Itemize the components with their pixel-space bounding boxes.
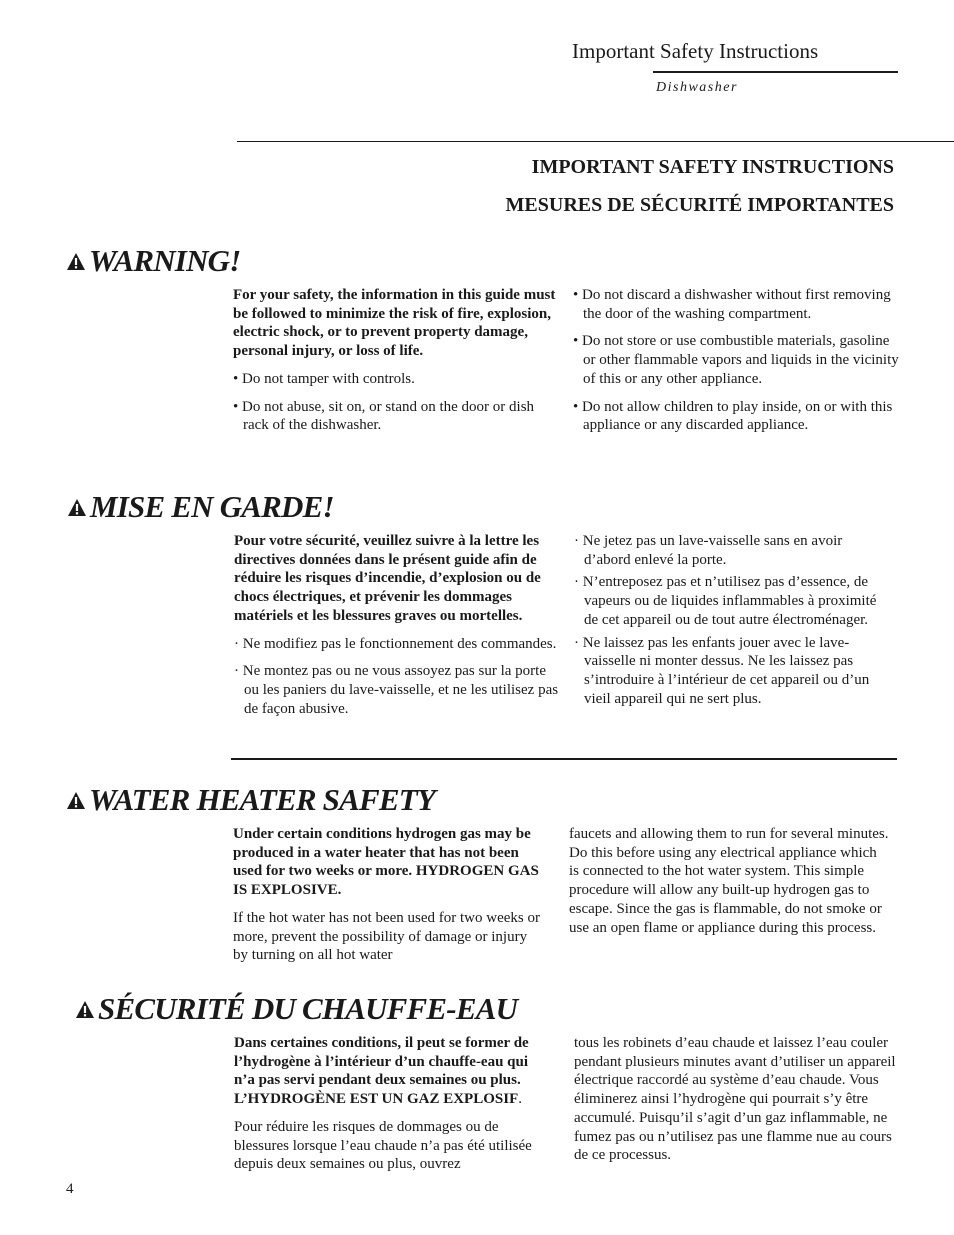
warning-triangle-icon [66,791,86,810]
warning-bullet: • Do not abuse, sit on, or stand on the door or dish rack of the dishwasher. [233,398,535,434]
section-divider [231,758,897,760]
warning-bullet: • Do not discard a dishwasher without first removing the door of the washing compartment. [573,287,891,322]
main-title-fr: MESURES DE SÉCURITÉ IMPORTANTES [505,194,894,216]
warning-intro: For your safety, the information in this guide must be followed to minimize the risk of fire, explosion, electric shock, or to prevent property damage, personal injury, or loss of life. [233,287,556,360]
warning-heading-text: WARNING! [89,243,241,278]
chauffe-eau-right-column [574,1034,896,1174]
chauffe-eau-heading-text: SÉCURITÉ DU CHAUFFE-EAU [98,991,518,1026]
chauffe-eau-body-left: Pour réduire les risques de dommages ou de blessures lorsque l’eau chaude n’a pas été utilisée depuis deux semaines ou plus, ouvrez [234,1118,532,1173]
header-subtitle: Dishwasher [656,80,738,95]
main-title-en: IMPORTANT SAFETY INSTRUCTIONS [531,156,894,178]
chauffe-eau-body-right: tous les robinets d’eau chaude et laissez l’eau couler pendant plusieurs minutes avant d’utiliser un appareil électrique raccordé au système d’eau chaude. Vous éliminerez ainsi l’hydrogène qui pourrait s’y être accumulé. Puisqu’il s’agit d’un gaz inflammable, ne fumez pas ou n’utilisez pas une flamme nue au cours de ce processus. [574,1035,896,1164]
page-number: 4 [66,1181,74,1197]
top-divider [237,141,954,142]
mise-en-garde-bullet: · Ne modifiez pas le fonctionnement des commandes. [234,635,557,652]
warning-triangle-icon [66,252,86,271]
mise-en-garde-intro: Pour votre sécurité, veuillez suivre à la lettre les directives données dans le présent guide afin de réduire les risques d’incendie, d’explosion ou de chocs électriques, et prévenir les dommages matériels et les blessures graves ou mortelles. [234,533,541,624]
warning-bullet: • Do not store or use combustible materials, gasoline or other flammable vapors and liquids in the vicinity of this or any other appliance. [573,333,899,387]
warning-triangle-icon [75,1000,95,1019]
mise-en-garde-left-column [234,532,560,727]
chauffe-eau-left-column [234,1034,552,1183]
mise-en-garde-heading-text: MISE EN GARDE! [90,489,334,524]
chauffe-eau-heading [75,991,517,1027]
warning-bullet: • Do not tamper with controls. [233,370,415,387]
chauffe-eau-intro-bold: Dans certaines conditions, il peut se former de l’hydrogène à l’intérieur d’un chauffe-eau qui n’a pas servi pendant deux semaines ou plus. L’HYDROGÈNE EST UN GAZ EXPLOSIF [234,1035,529,1108]
mise-en-garde-heading [67,489,334,525]
warning-heading [66,243,241,279]
warning-left-column [233,286,559,444]
water-heater-body-left: If the hot water has not been used for two weeks or more, prevent the possibility of damage or injury by turning on all hot water [233,909,540,964]
warning-triangle-icon [67,498,87,517]
water-heater-heading-text: WATER HEATER SAFETY [89,782,436,817]
mise-en-garde-bullet: · Ne montez pas ou ne vous assoyez pas sur la porte ou les paniers du lave-vaisselle, et ne les utilisez pas de façon abusive. [234,663,559,717]
header-rule [653,71,898,73]
chauffe-eau-intro [234,1034,552,1109]
water-heater-body-right: faucets and allowing them to run for several minutes. Do this before using any electrical appliance which is connected to the hot water system. This simple procedure will allow any built-up hydrogen gas to escape. Since the gas is flammable, do not smoke or use an open flame or appliance during this process. [569,826,889,936]
water-heater-left-column [233,825,541,974]
water-heater-right-column [569,825,889,946]
warning-right-column [573,286,903,444]
header-title: Important Safety Instructions [572,39,819,63]
chauffe-eau-intro-end: . [518,1091,522,1108]
warning-bullet: • Do not allow children to play inside, on or with this appliance or any discarded appliance. [573,398,893,434]
mise-en-garde-right-column [574,532,886,712]
water-heater-heading [66,782,435,818]
mise-en-garde-bullet: · Ne laissez pas les enfants jouer avec le lave-vaisselle ni monter dessus. Ne les laissez pas s’introduire à l’intérieur de cet appareil ou d’un vieil appareil qui ne sert plus. [574,634,870,707]
mise-en-garde-bullet: · Ne jetez pas un lave-vaisselle sans en avoir d’abord enlevé la porte. [574,533,843,568]
mise-en-garde-bullet: · N’entreposez pas et n’utilisez pas d’essence, de vapeurs ou de liquides inflammables à proximité de cet appareil ou de tout autre électroménager. [574,574,877,628]
water-heater-intro: Under certain conditions hydrogen gas may be produced in a water heater that has not been used for two weeks or more. HYDROGEN GAS IS EXPLOSIVE. [233,826,539,899]
